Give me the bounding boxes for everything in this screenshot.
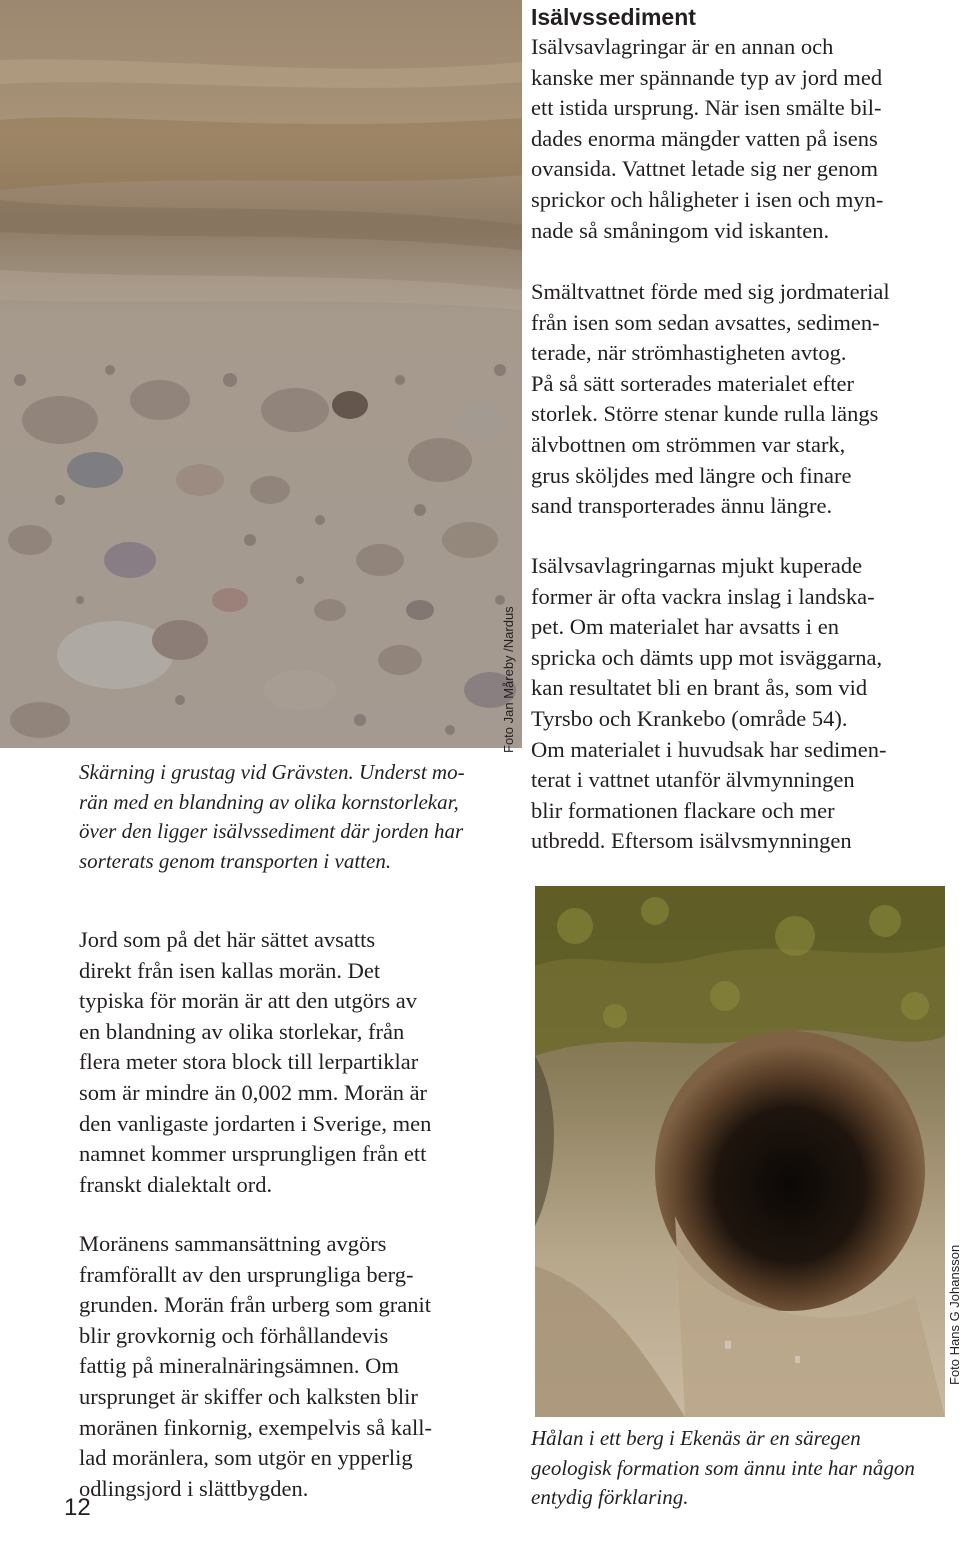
text-line: blir grovkornig och förhållandevis <box>79 1322 389 1348</box>
text-line: fattig på mineralnäringsämnen. Om <box>79 1353 399 1379</box>
text-line: framförallt av den ursprungliga berg- <box>79 1261 414 1287</box>
caption-line: Hålan i ett berg i Ekenäs är en säregen <box>531 1426 861 1450</box>
paragraph-glacial-deposits <box>531 32 883 246</box>
rock-cave-photo <box>535 886 945 1417</box>
text-line: Jord som på det här sättet avsatts <box>79 927 376 952</box>
caption-line: entydig förklaring. <box>531 1485 689 1509</box>
photo-caption-top <box>79 758 465 876</box>
text-line: terade, när strömhastigheten avtog. <box>531 340 847 366</box>
text-line: blir formationen flackare och mer <box>531 797 835 823</box>
text-line: grunden. Morän från urberg som granit <box>79 1292 431 1318</box>
text-line: På så sätt sorterades materialet efter <box>531 370 854 396</box>
paragraph-moraine-composition <box>79 1229 432 1504</box>
text-line: en blandning av olika storlekar, från <box>79 1018 405 1044</box>
text-line: som är mindre än 0,002 mm. Morän är <box>79 1079 428 1105</box>
text-line: kanske mer spännande typ av jord med <box>531 64 883 90</box>
text-line: ett istida ursprung. När isen smälte bil- <box>531 95 882 121</box>
text-line: sand transporterades ännu längre. <box>531 493 833 519</box>
text-line: älvbottnen om strömmen var stark, <box>531 431 846 457</box>
text-line: pet. Om materialet har avsatts i en <box>531 614 840 640</box>
caption-line: Skärning i grustag vid Grävsten. Underst mo- <box>79 760 465 784</box>
text-line: Isälvsavlagringarnas mjukt kuperade <box>531 553 863 578</box>
text-line: spricka och dämts upp mot isväggarna, <box>531 644 883 670</box>
text-line: kan resultatet bli en brant ås, som vid <box>531 675 868 701</box>
section-heading: Isälvssediment <box>531 4 696 30</box>
caption-line: sorterats genom transporten i vatten. <box>79 848 392 873</box>
paragraph-moraine <box>79 925 431 1200</box>
text-line: utbredd. Eftersom isälvsmynningen <box>531 828 852 854</box>
photo-caption-cave <box>531 1424 915 1513</box>
photo-credit-cave: Foto Hans G Johansson <box>947 1244 962 1385</box>
text-line: ovansida. Vattnet letade sig ner genom <box>531 156 878 182</box>
text-line: Moränens sammansättning avgörs <box>79 1231 387 1256</box>
text-line: typiska för morän är att den utgörs av <box>79 988 418 1014</box>
text-line: former är ofta vackra inslag i landska- <box>531 583 875 609</box>
text-line: från isen som sedan avsattes, sedimen- <box>531 309 880 335</box>
page-number: 12 <box>64 1494 91 1521</box>
text-line: franskt dialektalt ord. <box>79 1171 273 1197</box>
text-line: dades enorma mängder vatten på isens <box>531 125 878 151</box>
text-line: grus sköljdes med längre och finare <box>531 462 852 488</box>
text-line: Smältvattnet förde med sig jordmaterial <box>531 279 890 304</box>
text-line: sprickor och håligheter i isen och myn- <box>531 186 884 212</box>
caption-line: rän med en blandning av olika kornstorlekar, <box>79 789 459 814</box>
text-line: flera meter stora block till lerpartiklar <box>79 1049 419 1075</box>
text-line: moränen finkornig, exempelvis så kall- <box>79 1414 433 1440</box>
text-line: terat i vattnet utanför älvmynningen <box>531 767 855 793</box>
paragraph-meltwater <box>531 277 890 522</box>
text-line: den vanligaste jordarten i Sverige, men <box>79 1110 432 1136</box>
text-line: lad moränlera, som utgör en ypperlig <box>79 1445 413 1471</box>
text-line: namnet kommer ursprungligen från ett <box>79 1141 427 1167</box>
photo-credit-top: Foto Jan Måreby /Nardus <box>501 606 516 753</box>
text-line: Om materialet i huvudsak har sedimen- <box>531 736 887 762</box>
paragraph-landforms <box>531 551 887 857</box>
caption-line: över den ligger isälvssediment där jorden har <box>79 819 464 843</box>
caption-line: geologisk formation som ännu inte har någon <box>531 1455 915 1480</box>
gravel-pit-photo <box>0 0 522 748</box>
text-line: Tyrsbo och Krankebo (område 54). <box>531 705 848 731</box>
text-line: nade så småningom vid iskanten. <box>531 217 830 243</box>
text-line: direkt från isen kallas morän. Det <box>79 957 381 983</box>
text-line: storlek. Större stenar kunde rulla längs <box>531 401 879 427</box>
text-line: Isälvsavlagringar är en annan och <box>531 34 834 59</box>
text-line: ursprunget är skiffer och kalksten blir <box>79 1383 418 1409</box>
text-line: odlingsjord i slättbygden. <box>79 1475 309 1501</box>
